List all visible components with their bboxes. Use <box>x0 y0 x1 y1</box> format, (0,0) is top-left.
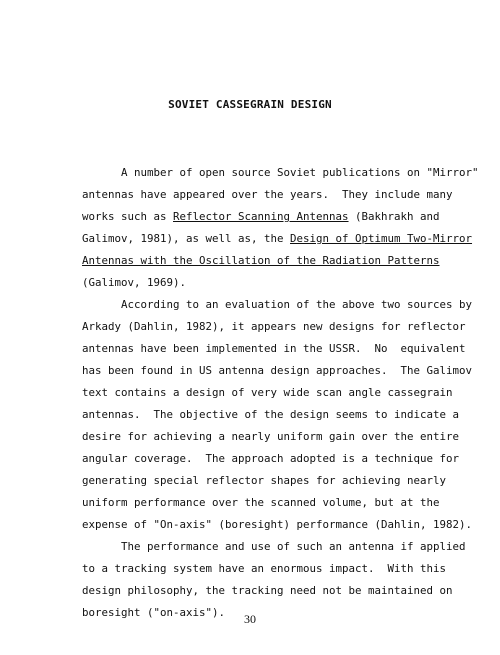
line-text: angular coverage. The approach adopted is a technique for <box>82 452 460 465</box>
line-text: (Galimov, 1969). <box>82 276 187 289</box>
text-line <box>82 474 446 488</box>
text-line <box>82 452 459 466</box>
line-text: antennas have appeared over the years. They include many <box>82 188 453 201</box>
text-line <box>82 364 472 378</box>
text-line <box>82 188 453 202</box>
text-line <box>82 298 472 312</box>
line-text: text contains a design of very wide scan angle cassegrain <box>82 386 453 399</box>
text-line <box>82 386 453 400</box>
line-text: (Bakhrakh and <box>348 210 440 223</box>
book-title: Design of Optimum Two-Mirror <box>290 232 473 245</box>
line-text: antennas have been implemented in the USSR. No equivalent <box>82 342 466 355</box>
line-text: boresight ("on-axis"). <box>82 606 226 619</box>
text-line <box>82 166 479 180</box>
text-line <box>82 276 186 290</box>
line-text: has been found in US antenna design approaches. The Galimov <box>82 364 473 377</box>
book-title: Reflector Scanning Antennas <box>173 210 349 223</box>
page-number: 30 <box>244 612 256 626</box>
line-text: design philosophy, the tracking need not be maintained on <box>82 584 453 597</box>
line-text: expense of "On-axis" (boresight) performance (Dahlin, 1982). <box>82 518 473 531</box>
line-text: A number of open source Soviet publications on "Mirror" <box>82 166 479 179</box>
line-text: Galimov, 1981), as well as, the <box>82 232 291 245</box>
text-line <box>82 518 472 532</box>
line-text: desire for achieving a nearly uniform gain over the entire <box>82 430 460 443</box>
book-title: Antennas with the Oscillation of the Radiation Patterns <box>82 254 440 267</box>
line-text: generating special reflector shapes for achieving nearly <box>82 474 447 487</box>
line-text: The performance and use of such an antenna if applied <box>82 540 466 553</box>
text-line <box>82 210 440 224</box>
text-line <box>82 540 466 554</box>
text-line <box>82 232 472 246</box>
text-line <box>82 408 459 422</box>
text-line <box>82 320 466 334</box>
line-text: According to an evaluation of the above two sources by <box>82 298 473 311</box>
text-line <box>82 584 453 598</box>
line-text: works such as <box>82 210 174 223</box>
text-line <box>82 430 459 444</box>
text-line <box>82 254 440 268</box>
line-text: to a tracking system have an enormous impact. With this <box>82 562 447 575</box>
text-line <box>82 342 466 356</box>
line-text: antennas. The objective of the design seems to indicate a <box>82 408 460 421</box>
line-text: uniform performance over the scanned volume, but at the <box>82 496 440 509</box>
page-title: SOVIET CASSEGRAIN DESIGN <box>168 98 332 111</box>
text-line <box>82 496 440 510</box>
line-text: Arkady (Dahlin, 1982), it appears new designs for reflector <box>82 320 466 333</box>
text-line <box>82 562 446 576</box>
